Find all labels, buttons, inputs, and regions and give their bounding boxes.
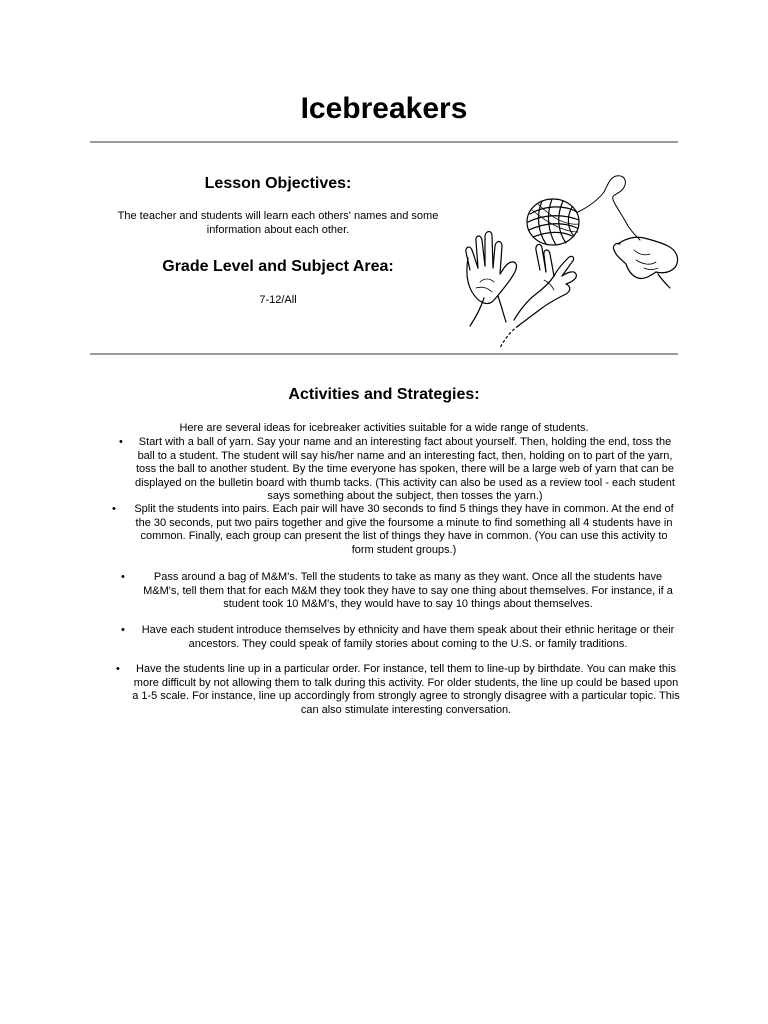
objectives-body bbox=[105, 210, 451, 237]
list-item-text: Pass around a bag of M&M's. Tell the students to take as many as they want. Once all the students have M&M's, tell them that for each M&M they took they have to say one thing about themselves. For instance, if a student took 10 M&M's, they would have to say 10 things about themselves. bbox=[143, 571, 673, 610]
activities-section bbox=[0, 386, 768, 404]
bullet-icon: • bbox=[121, 571, 125, 583]
list-item bbox=[112, 503, 680, 557]
grade-body bbox=[105, 294, 451, 308]
bullet-icon: • bbox=[121, 624, 125, 636]
list-item bbox=[116, 663, 680, 717]
activities-heading: Activities and Strategies: bbox=[288, 386, 480, 403]
bullet-icon: • bbox=[119, 436, 123, 448]
grade-heading: Grade Level and Subject Area: bbox=[162, 258, 394, 275]
page-title: Icebreakers bbox=[300, 92, 468, 125]
objectives-heading: Lesson Objectives: bbox=[204, 175, 352, 192]
list-item-text: Start with a ball of yarn. Say your name and an interesting fact about yourself. Then, holding the end, toss the ball to a student. The student will say his/her name and an interesting fact, then, holding on to part of the yarn, toss the ball to another student. By the time everyone has spoken, there will be a large web of yarn that can be displayed on the bulletin board with thumb tacks. (This activity can also be used as a review tool - each student says something about the subject, then tosses the yarn.) bbox=[135, 436, 675, 502]
objectives-text: The teacher and students will learn each others' names and some information about each other. bbox=[117, 210, 439, 236]
activities-intro: Here are several ideas for icebreaker activities suitable for a wide range of students. bbox=[179, 422, 589, 434]
right-hand-icon bbox=[613, 237, 677, 288]
yarn-hands-illustration bbox=[458, 170, 683, 352]
middle-divider bbox=[90, 353, 678, 355]
yarn-ball-icon bbox=[527, 199, 579, 245]
grade-text: 7-12/All bbox=[259, 294, 297, 306]
top-divider bbox=[90, 141, 678, 143]
middle-hand-icon bbox=[500, 244, 576, 348]
left-hand-icon bbox=[466, 232, 517, 327]
list-item-text: Split the students into pairs. Each pair will have 30 seconds to find 5 things they have in common. At the end of the 30 seconds, put two pairs together and give the foursome a minute to find something all 4 students have in common. Finally, each group can present the list of things they have in common. (You can use this activity to form student groups.) bbox=[134, 503, 674, 556]
bullet-icon: • bbox=[116, 663, 120, 675]
list-item-text: Have the students line up in a particular order. For instance, tell them to line-up by birthdate. You can make this more difficult by not allowing them to talk during this activity. For older students, the line up could be based upon a 1-5 scale. For instance, line up accordingly from strongly agree to strongly disagree with a particular topic. This can also stimulate interesting conversation. bbox=[132, 663, 680, 716]
objectives-section bbox=[105, 175, 451, 193]
grade-section bbox=[105, 258, 451, 276]
list-item bbox=[121, 624, 679, 651]
list-item bbox=[121, 571, 679, 612]
list-item-text: Have each student introduce themselves by ethnicity and have them speak about their ethnic heritage or their ancestors. They could speak of family stories about coming to the U.S. or family traditions. bbox=[141, 624, 675, 650]
list-item bbox=[119, 436, 675, 504]
bullet-icon: • bbox=[112, 503, 116, 515]
